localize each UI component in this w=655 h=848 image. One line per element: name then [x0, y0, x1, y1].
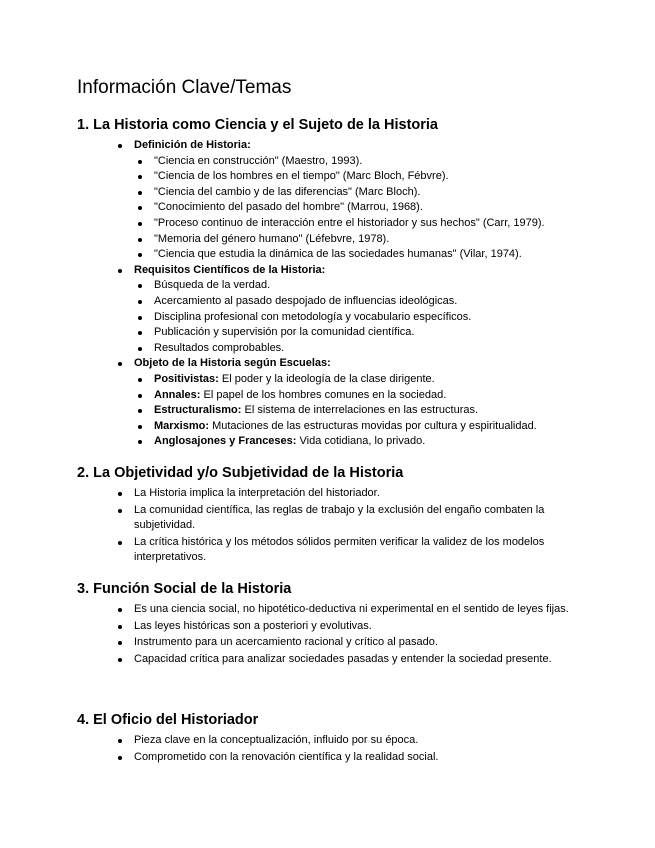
- list-item: "Proceso continuo de interacción entre el historiador y sus hechos" (Carr, 1979).: [77, 216, 582, 232]
- section-2: [77, 463, 582, 566]
- list-item: "Ciencia que estudia la dinámica de las sociedades humanas" (Vilar, 1974).: [77, 247, 582, 263]
- section-4-list: [77, 733, 582, 765]
- list-item: La comunidad científica, las reglas de trabajo y la exclusión del engaño combaten la subjetividad.: [77, 503, 582, 534]
- list-item: "Ciencia del cambio y de las diferencias" (Marc Bloch).: [77, 185, 582, 201]
- schools-group: [77, 356, 582, 450]
- list-item: [77, 372, 582, 388]
- definition-group: [77, 138, 582, 263]
- list-item: Las leyes históricas son a posteriori y evolutivas.: [77, 619, 582, 635]
- section-1-list: [77, 138, 582, 450]
- section-3: [77, 579, 582, 667]
- list-item: Resultados comprobables.: [77, 341, 582, 357]
- school-description: El sistema de interrelaciones en las estructuras.: [241, 404, 479, 417]
- list-item: [77, 388, 582, 404]
- school-term: Anglosajones y Franceses:: [154, 435, 297, 448]
- section-1: [77, 115, 582, 450]
- list-item: La crítica histórica y los métodos sólidos permiten verificar la validez de los modelos interpretativos.: [77, 535, 582, 566]
- section-heading: 1. La Historia como Ciencia y el Sujeto de la Historia: [77, 117, 438, 133]
- list-item: Acercamiento al pasado despojado de influencias ideológicas.: [77, 294, 582, 310]
- list-item: Comprometido con la renovación científica y la realidad social.: [77, 750, 582, 766]
- school-term: Positivistas:: [154, 372, 219, 385]
- group-label: Definición de Historia:: [134, 139, 251, 151]
- list-item: Búsqueda de la verdad.: [77, 278, 582, 294]
- section-heading: 3. Función Social de la Historia: [77, 581, 292, 597]
- requirements-group: [77, 263, 582, 357]
- list-item: La Historia implica la interpretación del historiador.: [77, 486, 582, 502]
- school-description: El poder y la ideología de la clase dirigente.: [218, 372, 435, 385]
- list-item: Publicación y supervisión por la comunidad científica.: [77, 325, 582, 341]
- section-heading: 4. El Oficio del Historiador: [77, 712, 259, 728]
- school-term: Annales:: [154, 388, 201, 401]
- list-item: "Ciencia de los hombres en el tiempo" (Marc Bloch, Fébvre).: [77, 169, 582, 185]
- section-3-list: [77, 602, 582, 667]
- school-description: Mutaciones de las estructuras movidas por cultura y espiritualidad.: [209, 419, 537, 432]
- school-term: Estructuralismo:: [154, 404, 242, 417]
- list-item: Disciplina profesional con metodología y vocabulario específicos.: [77, 310, 582, 326]
- list-item: Instrumento para un acercamiento racional y crítico al pasado.: [77, 635, 582, 651]
- group-label: Requisitos Científicos de la Historia:: [134, 263, 326, 276]
- section-heading: 2. La Objetividad y/o Subjetividad de la Historia: [77, 465, 404, 481]
- school-description: El papel de los hombres comunes en la sociedad.: [200, 388, 447, 401]
- list-item: "Conocimiento del pasado del hombre" (Marrou, 1968).: [77, 200, 582, 216]
- list-item: Pieza clave en la conceptualización, influido por su época.: [77, 733, 582, 749]
- list-item: [77, 403, 582, 419]
- school-description: Vida cotidiana, lo privado.: [296, 435, 426, 448]
- school-term: Marxismo:: [154, 419, 210, 432]
- list-item: [77, 434, 582, 450]
- list-item: Es una ciencia social, no hipotético-deductiva ni experimental en el sentido de leyes fijas.: [77, 602, 582, 618]
- list-item: Capacidad crítica para analizar sociedades pasadas y entender la sociedad presente.: [77, 652, 582, 668]
- list-item: "Memoria del género humano" (Léfebvre, 1978).: [77, 232, 582, 248]
- page-title: Información Clave/Temas: [77, 77, 292, 98]
- section-2-list: [77, 486, 582, 566]
- group-label: Objeto de la Historia según Escuelas:: [134, 357, 331, 370]
- list-item: "Ciencia en construcción" (Maestro, 1993).: [77, 154, 582, 170]
- section-4: [77, 710, 582, 765]
- list-item: [77, 419, 582, 435]
